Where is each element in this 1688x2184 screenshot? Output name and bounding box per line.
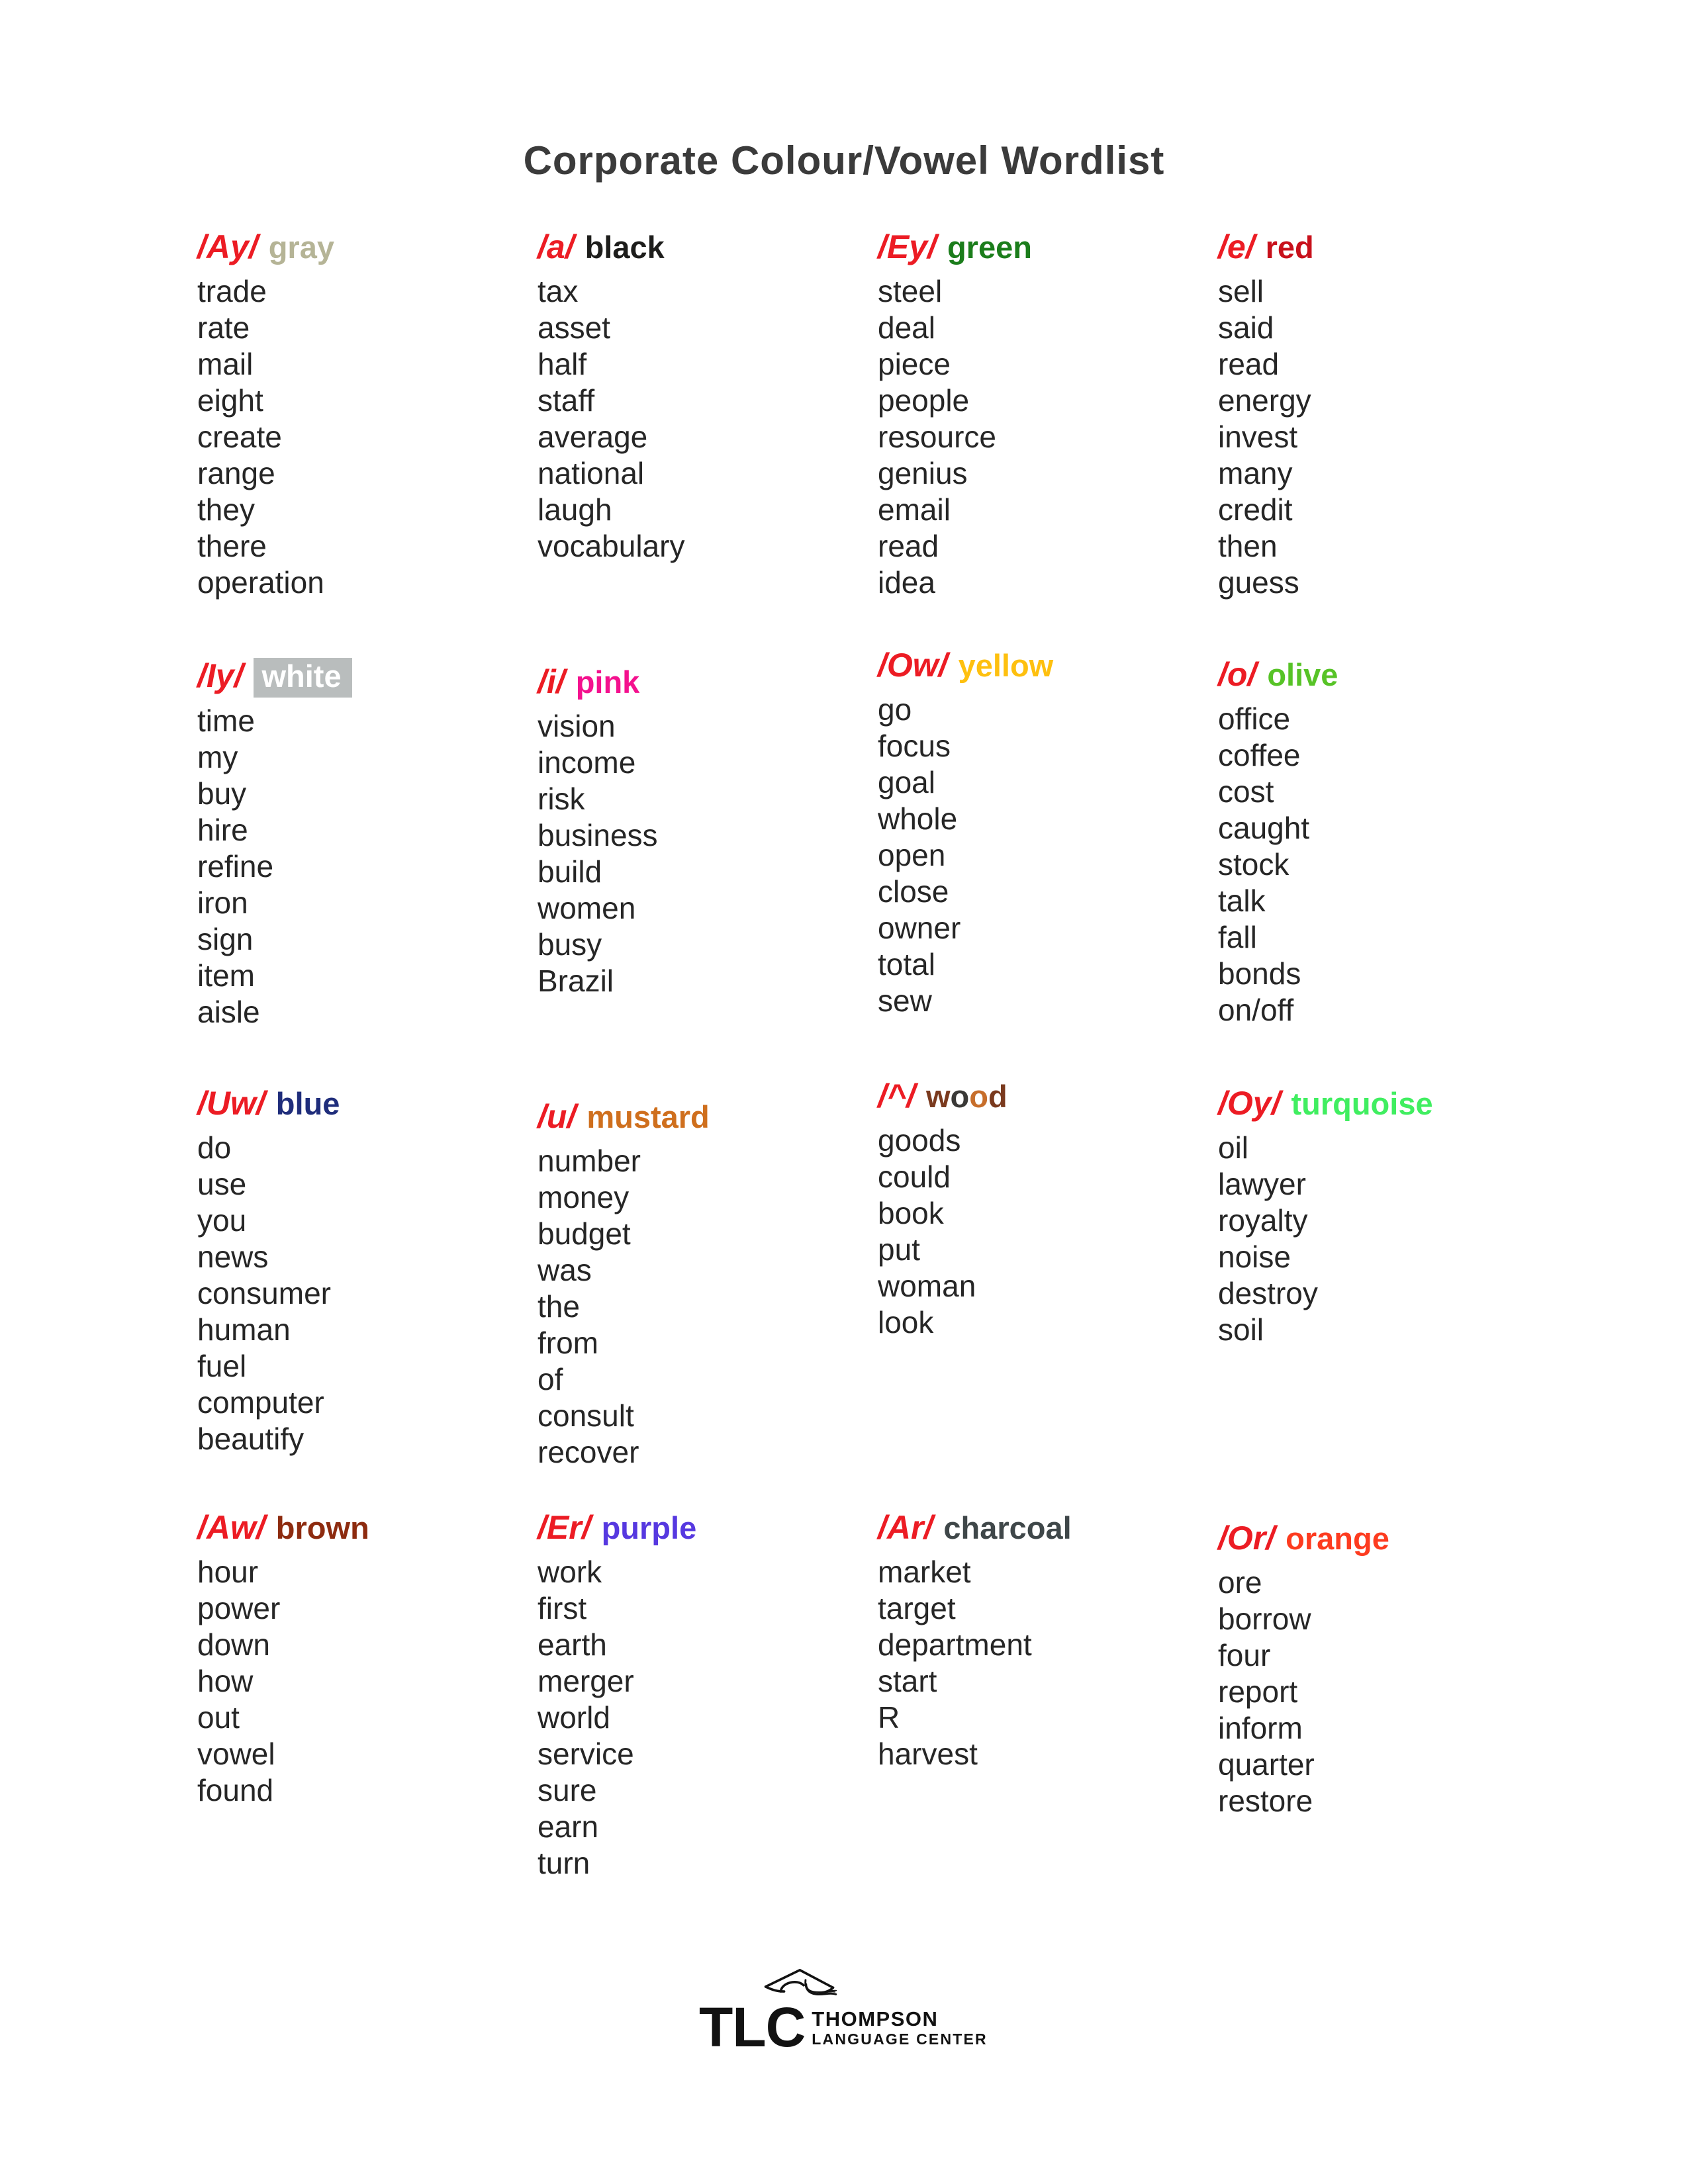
word-list xyxy=(538,1143,878,1471)
word-item: they xyxy=(197,492,255,527)
word-item: vocabulary xyxy=(538,529,685,563)
vowel-group xyxy=(197,226,538,631)
phoneme-label: /i/ xyxy=(538,663,565,700)
word-item: fuel xyxy=(197,1349,247,1383)
vowel-group xyxy=(197,1083,538,1498)
phoneme-label: /Ow/ xyxy=(878,647,948,684)
color-word: black xyxy=(585,230,665,265)
word-item: risk xyxy=(538,782,585,816)
word-item: money xyxy=(538,1180,630,1214)
word-item: read xyxy=(1218,347,1280,381)
word-item: women xyxy=(538,891,636,925)
word-item: down xyxy=(197,1627,270,1662)
word-item: destroy xyxy=(1218,1276,1318,1310)
word-item: stock xyxy=(1218,847,1289,882)
word-item: sign xyxy=(197,922,254,956)
word-item: cost xyxy=(1218,774,1274,809)
word-item: people xyxy=(878,383,970,418)
word-item: on/off xyxy=(1218,993,1294,1027)
word-item: royalty xyxy=(1218,1203,1308,1238)
word-item: operation xyxy=(197,565,324,600)
word-list xyxy=(1218,273,1558,601)
color-word: blue xyxy=(275,1086,340,1121)
word-item: consult xyxy=(538,1398,634,1433)
color-word: yellow xyxy=(958,648,1054,683)
logo-acronym: TLC xyxy=(699,1996,806,2058)
word-item: credit xyxy=(1218,492,1293,527)
word-item: beautify xyxy=(197,1422,305,1456)
word-item: sew xyxy=(878,983,932,1018)
word-item: use xyxy=(197,1167,247,1201)
word-item: idea xyxy=(878,565,935,600)
vowel-group xyxy=(878,1075,1218,1498)
word-item: computer xyxy=(197,1385,324,1420)
word-item: resource xyxy=(878,420,996,454)
word-item: asset xyxy=(538,310,610,345)
word-item: of xyxy=(538,1362,563,1396)
color-word-letter: d xyxy=(988,1079,1008,1114)
word-item: income xyxy=(538,745,636,780)
word-item: open xyxy=(878,838,946,872)
color-word-letter: o xyxy=(969,1079,988,1114)
word-item: sell xyxy=(1218,274,1264,308)
vowel-group xyxy=(1218,1083,1558,1498)
word-list xyxy=(197,273,538,601)
word-item: earth xyxy=(538,1627,607,1662)
word-item: goods xyxy=(878,1123,961,1158)
word-item: vision xyxy=(538,709,616,743)
wordlist-grid xyxy=(197,220,1558,1882)
color-word: red xyxy=(1265,230,1314,265)
word-item: news xyxy=(197,1240,269,1274)
word-item: hour xyxy=(197,1555,259,1589)
word-list xyxy=(197,1554,538,1809)
color-word: white xyxy=(254,658,352,698)
word-item: email xyxy=(878,492,951,527)
word-item: average xyxy=(538,420,648,454)
vowel-group xyxy=(1218,1518,1558,1882)
word-item: owner xyxy=(878,911,961,945)
vowel-group xyxy=(878,1507,1218,1882)
color-word: charcoal xyxy=(943,1510,1072,1545)
word-item: range xyxy=(197,456,275,490)
word-item: rate xyxy=(197,310,250,345)
word-item: hire xyxy=(197,813,248,847)
word-item: target xyxy=(878,1591,956,1625)
color-word-letter: o xyxy=(950,1079,970,1114)
phoneme-label: /e/ xyxy=(1218,228,1255,265)
word-item: inform xyxy=(1218,1711,1303,1745)
word-list xyxy=(878,273,1218,601)
logo-name: THOMPSON xyxy=(812,2007,939,2030)
word-item: busy xyxy=(538,927,602,962)
phoneme-label: /Or/ xyxy=(1218,1520,1276,1557)
word-item: go xyxy=(878,692,912,727)
word-item: trade xyxy=(197,274,267,308)
vowel-group xyxy=(538,661,878,1060)
word-item: the xyxy=(538,1289,580,1324)
word-item: how xyxy=(197,1664,254,1698)
color-word: green xyxy=(947,230,1032,265)
word-item: laugh xyxy=(538,492,612,527)
word-item: national xyxy=(538,456,645,490)
word-item: staff xyxy=(538,383,595,418)
word-item: caught xyxy=(1218,811,1310,845)
word-item: recover xyxy=(538,1435,639,1469)
word-item: eight xyxy=(197,383,263,418)
word-item: time xyxy=(197,704,255,738)
phoneme-label: /Er/ xyxy=(538,1509,591,1546)
word-list xyxy=(878,692,1218,1019)
word-item: merger xyxy=(538,1664,634,1698)
word-item: human xyxy=(197,1312,291,1347)
word-list xyxy=(538,708,878,999)
page-title: Corporate Colour/Vowel Wordlist xyxy=(523,138,1165,183)
color-word: olive xyxy=(1267,657,1338,692)
vowel-group xyxy=(538,1096,878,1498)
color-word: turquoise xyxy=(1291,1086,1433,1121)
phoneme-label: /Aw/ xyxy=(197,1509,265,1546)
word-item: world xyxy=(538,1700,610,1735)
word-item: earn xyxy=(538,1809,599,1844)
word-item: close xyxy=(878,874,949,909)
word-item: start xyxy=(878,1664,937,1698)
word-item: item xyxy=(197,958,255,993)
word-item: many xyxy=(1218,456,1293,490)
word-item: four xyxy=(1218,1638,1271,1672)
word-item: oil xyxy=(1218,1130,1249,1165)
word-item: was xyxy=(538,1253,592,1287)
vowel-group xyxy=(538,1507,878,1882)
word-item: Brazil xyxy=(538,964,614,998)
word-item: book xyxy=(878,1196,944,1230)
word-list xyxy=(538,1554,878,1882)
word-item: report xyxy=(1218,1674,1298,1709)
color-word: gray xyxy=(268,230,334,265)
word-item: woman xyxy=(878,1269,976,1303)
word-item: quarter xyxy=(1218,1747,1315,1782)
vowel-group xyxy=(197,1507,538,1882)
word-list xyxy=(1218,1130,1558,1348)
word-item: service xyxy=(538,1737,634,1771)
word-list xyxy=(878,1554,1218,1772)
word-item: restore xyxy=(1218,1784,1313,1818)
word-item: office xyxy=(1218,702,1291,736)
word-item: consumer xyxy=(197,1276,331,1310)
word-item: found xyxy=(197,1773,274,1807)
word-item: do xyxy=(197,1130,232,1165)
color-word xyxy=(926,1079,1008,1114)
color-word: pink xyxy=(575,664,640,700)
word-item: tax xyxy=(538,274,579,308)
word-item: fall xyxy=(1218,920,1257,954)
logo-subname: LANGUAGE CENTER xyxy=(812,2030,988,2048)
phoneme-label: /u/ xyxy=(538,1098,577,1135)
word-item: refine xyxy=(197,849,274,884)
word-item: talk xyxy=(1218,884,1266,918)
word-list xyxy=(1218,701,1558,1028)
word-item: genius xyxy=(878,456,968,490)
word-item: energy xyxy=(1218,383,1311,418)
word-item: read xyxy=(878,529,939,563)
word-item: look xyxy=(878,1305,934,1340)
vowel-group xyxy=(878,645,1218,1060)
word-item: soil xyxy=(1218,1312,1264,1347)
phoneme-label: /Ay/ xyxy=(197,228,258,265)
word-item: guess xyxy=(1218,565,1299,600)
color-word: purple xyxy=(601,1510,697,1545)
word-item: lawyer xyxy=(1218,1167,1306,1201)
vowel-group xyxy=(197,655,538,1060)
word-item: market xyxy=(878,1555,971,1589)
word-item: bonds xyxy=(1218,956,1301,991)
word-item: could xyxy=(878,1160,951,1194)
vowel-group xyxy=(878,226,1218,631)
phoneme-label: /Ey/ xyxy=(878,228,937,265)
word-item: focus xyxy=(878,729,951,763)
word-item: first xyxy=(538,1591,587,1625)
phoneme-label: /Oy/ xyxy=(1218,1085,1281,1122)
word-item: budget xyxy=(538,1216,631,1251)
word-list xyxy=(538,273,878,565)
vowel-group xyxy=(1218,226,1558,631)
word-item: build xyxy=(538,854,602,889)
word-item: buy xyxy=(197,776,247,811)
word-item: there xyxy=(197,529,267,563)
word-item: vowel xyxy=(197,1737,275,1771)
word-item: aisle xyxy=(197,995,260,1029)
vowel-group xyxy=(538,226,878,631)
word-item: work xyxy=(538,1555,602,1589)
phoneme-label: /Ar/ xyxy=(878,1509,933,1546)
word-item: from xyxy=(538,1326,598,1360)
word-item: ore xyxy=(1218,1565,1262,1600)
word-item: my xyxy=(197,740,238,774)
word-item: R xyxy=(878,1700,900,1735)
word-item: department xyxy=(878,1627,1032,1662)
word-item: invest xyxy=(1218,420,1298,454)
word-item: business xyxy=(538,818,658,852)
word-item: harvest xyxy=(878,1737,978,1771)
color-word: orange xyxy=(1286,1521,1389,1556)
word-item: out xyxy=(197,1700,240,1735)
phoneme-label: /^/ xyxy=(878,1077,915,1115)
word-item: mail xyxy=(197,347,254,381)
phoneme-label: /Iy/ xyxy=(197,657,244,694)
word-item: you xyxy=(197,1203,247,1238)
color-word: brown xyxy=(275,1510,369,1545)
word-item: put xyxy=(878,1232,920,1267)
word-list xyxy=(878,1122,1218,1341)
word-item: said xyxy=(1218,310,1274,345)
word-list xyxy=(1218,1565,1558,1819)
word-item: noise xyxy=(1218,1240,1291,1274)
phoneme-label: /a/ xyxy=(538,228,575,265)
phoneme-label: /o/ xyxy=(1218,656,1257,693)
word-item: goal xyxy=(878,765,935,799)
vowel-group xyxy=(1218,654,1558,1060)
color-word: mustard xyxy=(586,1099,710,1134)
word-list xyxy=(197,1130,538,1457)
phoneme-label: /Uw/ xyxy=(197,1085,265,1122)
word-item: total xyxy=(878,947,935,981)
color-word-letter: w xyxy=(925,1079,951,1114)
word-item: iron xyxy=(197,886,248,920)
word-item: steel xyxy=(878,274,943,308)
word-item: deal xyxy=(878,310,935,345)
word-item: borrow xyxy=(1218,1602,1311,1636)
word-item: turn xyxy=(538,1846,590,1880)
word-item: piece xyxy=(878,347,951,381)
word-item: whole xyxy=(878,801,958,836)
tlc-logo xyxy=(699,1958,990,2064)
word-item: number xyxy=(538,1144,641,1178)
word-item: coffee xyxy=(1218,738,1301,772)
word-item: then xyxy=(1218,529,1278,563)
word-list xyxy=(197,703,538,1030)
word-item: create xyxy=(197,420,282,454)
word-item: half xyxy=(538,347,587,381)
word-item: sure xyxy=(538,1773,597,1807)
word-item: power xyxy=(197,1591,281,1625)
